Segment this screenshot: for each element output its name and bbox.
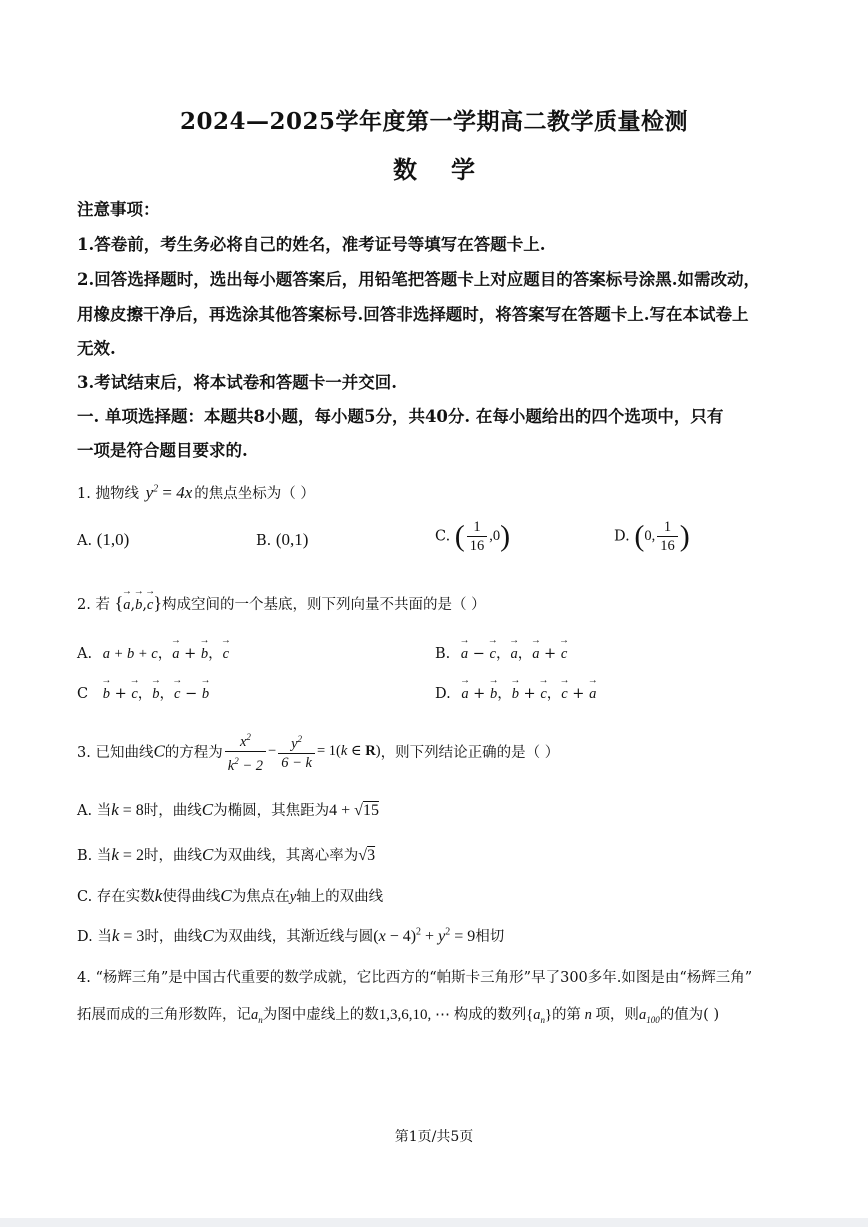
question-2-suffix: 构成空间的一个基底，则下列向量不共面的是（ ） — [162, 597, 486, 613]
question-4-line-2: 拓展而成的三角形数阵，记$a_n$为图中虚线上的数1,3,6,10, ⋯ 构成的数列$\{a_n\}$的第 n 项，则$a_{100}$的值为( ) — [77, 1007, 720, 1025]
question-4-text: 的值为( ) — [659, 1007, 720, 1023]
option-label: D. — [614, 528, 630, 545]
question-2: 2. 若 {→ a,→ b,→ c}构成空间的一个基底，则下列向量不共面的是（ ） — [77, 593, 486, 614]
option-text: C. 存在实数 — [77, 889, 155, 905]
question-2-option-b[interactable]: B. → a − → c，→ a，→ a + → c — [435, 642, 567, 663]
exam-title: 2024—2025学年度第一学期高二教学质量检测 — [179, 108, 689, 135]
question-2-option-d[interactable]: D. → a + → b，→ b + → c，→ c + → a — [435, 682, 596, 703]
question-1-option-d[interactable]: D. (0, $\frac{1}{16}$ ) — [614, 519, 690, 554]
notice-item-3: 3.考试结束后，将本试卷和答题卡一并交回. — [77, 373, 397, 392]
page-footer: 第1页/共5页 — [394, 1129, 474, 1145]
option-text: 轴上的双曲线 — [296, 889, 384, 905]
question-2-option-a[interactable]: A. a + b + c，→ a + → b，→ c — [77, 642, 229, 663]
question-4-text: 为图中虚线上的数 — [262, 1007, 379, 1023]
question-2-prefix: 2. 若 — [77, 597, 110, 613]
option-text: 使得曲线 — [162, 889, 221, 905]
question-4-line-1: 4. “杨辉三角”是中国古代重要的数学成就，它比西方的“帕斯卡三角形”早了300多年.如图是由“杨辉三角” — [77, 970, 753, 986]
question-3: 3. 已知曲线C的方程为 $\frac{x^2}{k^2 - 2}$ − $\frac{y^2}{6 - k}$ = 1(k ∈ R)，则下列结论正确的是（ ） — [77, 728, 559, 775]
option-label: A. — [77, 646, 93, 662]
notice-item-2-line-3: 无效. — [77, 339, 116, 358]
section-1-line-1: 一. 单项选择题：本题共8小题，每小题5分，共40分. 在每小题给出的四个选项中，只有 — [77, 407, 724, 426]
question-3-option-c[interactable]: C. 存在实数k使得曲线C为焦点在y轴上的双曲线 — [77, 886, 384, 905]
question-4-text: 项，则 — [595, 1007, 639, 1023]
notice-heading: 注意事项： — [77, 200, 160, 219]
question-1-option-b[interactable]: B. (0,1) — [256, 530, 309, 549]
bottom-strip — [0, 1218, 868, 1227]
question-4-text: 构成的数列 — [453, 1007, 527, 1023]
option-text: 时，曲线 — [143, 848, 202, 864]
option-text: B. 当 — [77, 848, 112, 864]
option-label: A. — [77, 533, 93, 549]
question-3-option-b[interactable]: B. 当k = 2时，曲线C为双曲线，其离心率为√3 — [77, 845, 376, 864]
option-text: 为椭圆，其焦距为 — [213, 803, 330, 819]
option-text: D. 当 — [77, 929, 112, 945]
question-1-prefix: 1. 抛物线 — [77, 486, 139, 502]
notice-item-2-line-2: 用橡皮擦干净后，再选涂其他答案标号.回答非选择题时，将答案写在答题卡上.写在本试卷上 — [77, 305, 749, 324]
question-2-option-c[interactable]: C → b + → c，→ b，→ c − → b — [77, 682, 209, 703]
option-label: D. — [435, 686, 451, 702]
question-1 — [77, 482, 315, 503]
question-4-text: 的第 — [551, 1007, 581, 1023]
option-text: 时，曲线 — [144, 929, 203, 945]
question-3-mid: 的方程为 — [164, 744, 223, 761]
subject-title: 数学 — [393, 155, 509, 184]
option-label: B. — [256, 533, 272, 549]
question-3-option-a[interactable]: A. 当k = 8时，曲线C为椭圆，其焦距为4 + √15 — [77, 800, 379, 819]
option-text: 时，曲线 — [143, 803, 202, 819]
section-1-line-2: 一项是符合题目要求的. — [77, 441, 248, 460]
question-1-equation: $y^2 = 4x$ — [145, 483, 193, 502]
notice-item-2-line-1: 2.回答选择题时，选出每小题答案后，用铅笔把答题卡上对应题目的答案标号涂黑.如需改动， — [77, 270, 760, 289]
question-1-suffix: 的焦点坐标为（ ） — [194, 486, 315, 502]
option-label: B. — [435, 646, 451, 662]
question-3-suffix: ，则下列结论正确的是（ ） — [380, 744, 560, 761]
question-1-option-c[interactable]: C. ( $\frac{1}{16}$ ,0) — [435, 519, 511, 554]
option-text: 为双曲线，其离心率为 — [213, 848, 359, 864]
option-label: C. — [435, 528, 451, 545]
option-text: 为双曲线，其渐近线与圆 — [213, 929, 374, 945]
question-4-text: 拓展而成的三角形数阵，记 — [77, 1007, 251, 1023]
question-3-option-d[interactable]: D. 当k = 3时，曲线C为双曲线，其渐近线与圆$(x - 4)^2 + y^2 = 9$相切 — [77, 926, 505, 945]
option-label: C — [77, 686, 89, 702]
option-text: 为焦点在 — [231, 889, 290, 905]
notice-item-1: 1.答卷前，考生务必将自己的姓名，准考证号等填写在答题卡上. — [77, 235, 546, 254]
option-text: 相切 — [475, 929, 505, 945]
question-3-prefix: 3. 已知曲线 — [77, 744, 154, 761]
question-1-option-a[interactable]: A. (1,0) — [77, 530, 130, 549]
option-text: A. 当 — [77, 803, 112, 819]
